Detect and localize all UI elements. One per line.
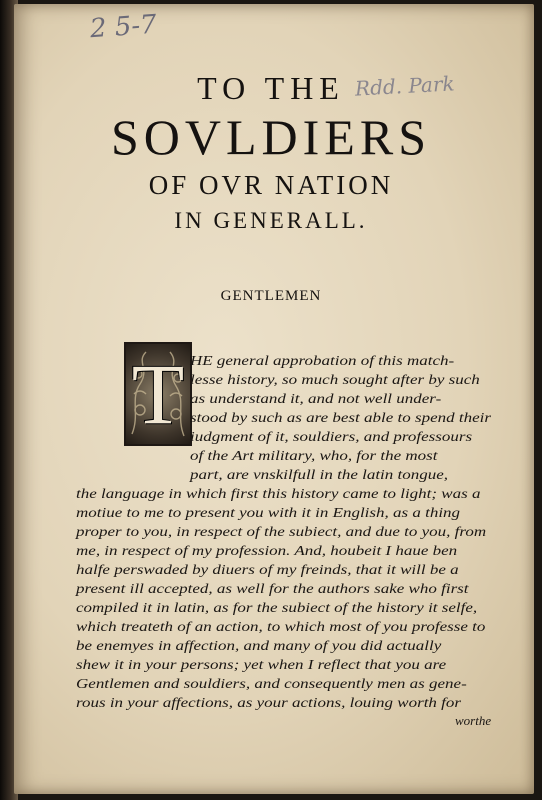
body-line: me, in respect of my profession. And, houbeit I haue ben — [76, 543, 458, 558]
show-through-text — [190, 50, 330, 61]
body-line: proper to you, in respect of the subiect, and due to you, from — [76, 524, 487, 539]
body-line: compiled it in latin, as for the subiect of the history it selfe, — [76, 600, 478, 615]
body-line: motiue to me to present you with it in English, as a thing — [76, 505, 461, 520]
body-line: be enemyes in affection, and many of you did actually — [76, 638, 442, 653]
catchword: worthe — [455, 713, 492, 728]
body-line: rous in your affections, as your actions, louing worth for — [76, 695, 462, 710]
drop-cap-letter: T — [131, 346, 185, 442]
body-line: the language in which first this history came to light; was a — [76, 486, 481, 501]
pencil-annotation-top: 2 5-7 — [89, 9, 158, 45]
title-line-3: OF OVR NATION — [148, 170, 394, 200]
body-line: present ill accepted, as well for the authors sake who first — [76, 581, 469, 596]
body-line: HE general approbation of this match- — [190, 353, 455, 368]
body-line: lesse history, so much sought after by such — [190, 372, 480, 387]
drop-cap-ornament — [124, 342, 192, 446]
pencil-annotation-right: Rdd. Park — [354, 71, 456, 101]
body-line: halfe perswaded by diuers of my freinds, that it will be a — [76, 562, 459, 577]
title-line-1: TO THE — [197, 70, 345, 106]
body-line: of the Art military, who, for the most — [190, 448, 438, 463]
body-line: shew it in your persons; yet when I reflect that you are — [76, 657, 447, 672]
body-line: stood by such as are best able to spend their — [190, 410, 491, 425]
body-line: which treateth of an action, to which most of you professe to — [76, 619, 486, 634]
body-line: as understand it, and not well under- — [190, 391, 442, 406]
body-line: Gentlemen and souldiers, and consequently men as gene- — [76, 676, 467, 691]
salutation: GENTLEMEN — [220, 288, 322, 304]
title-line-2: SOVLDIERS — [110, 109, 432, 165]
body-line: iudgment of it, souldiers, and professours — [190, 429, 473, 444]
body-line: part, are vnskilfull in the latin tongue, — [190, 467, 449, 482]
title-line-4: IN GENERALL. — [174, 208, 368, 233]
